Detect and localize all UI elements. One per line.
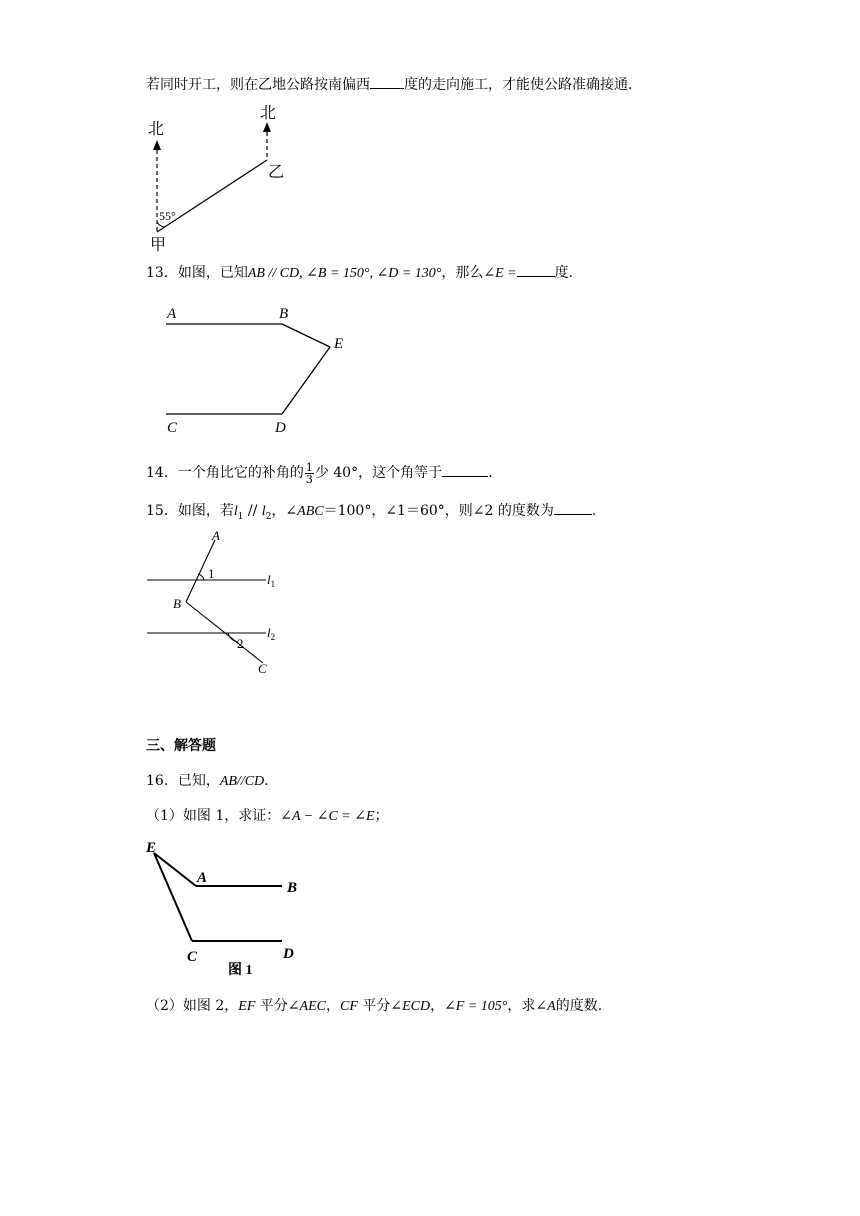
q15-label-l2: $l_2$ [267, 625, 276, 642]
q16-part2-ef: EF [238, 999, 256, 1014]
q16-part2-ecd: ∠ECD [390, 999, 431, 1014]
q15-text-c: ＝100°，∠1＝60°，则∠2 的度数为 [323, 503, 554, 519]
section-title: 三、解答题 [146, 738, 216, 754]
north-label-2: 北 [260, 105, 277, 122]
q12-figure [140, 100, 300, 260]
q16-part2-angle-a: ∠A [535, 999, 556, 1014]
q13-intro: 13．如图，已知 [146, 265, 248, 281]
q16-label-e: E [146, 840, 157, 856]
q13-label-a: A [167, 306, 177, 322]
q16-part2-intro: （2）如图 2， [146, 998, 239, 1014]
q16-part2-cf: CF [340, 999, 358, 1014]
q14-text-a: 14．一个角比它的补角的 [146, 465, 304, 481]
q15-label-b: B [173, 596, 181, 611]
q16-part2-text-d: 平分 [357, 998, 391, 1014]
q13-mid: ，那么 [441, 265, 484, 281]
q16-part1-text: （1）如图 1，求证： [146, 808, 281, 824]
yi-label: 乙 [268, 164, 285, 181]
q13-answer-blank [517, 262, 555, 277]
q12-text-a: 若同时开工，则在乙地公路按南偏西 [146, 77, 370, 93]
q16-figure-caption: 图 1 [228, 963, 253, 978]
q16-part2-angle-f: ∠F = 105° [444, 999, 508, 1014]
q16-head [146, 771, 269, 792]
q15-l2-sub: 2 [265, 511, 272, 522]
q15-answer-blank [554, 500, 592, 515]
q16-part2-text-e: ， [430, 998, 445, 1014]
q15-l1-sub: 1 [237, 511, 244, 522]
q16-label-c: C [187, 949, 198, 965]
q14-fraction [305, 462, 314, 485]
q15-text [146, 500, 596, 527]
q13-condition: AB // CD, ∠B = 150°, ∠D = 130° [247, 266, 442, 281]
q13-label-e: E [334, 336, 344, 352]
q13-label-c: C [167, 420, 178, 436]
q16-part1-tail: ； [374, 808, 389, 824]
q13-label-b: B [279, 306, 289, 322]
q14-fraction-denominator: 3 [305, 472, 313, 486]
q16-label-d: D [283, 946, 294, 962]
q16-part2 [146, 996, 602, 1017]
q12-answer-blank [370, 74, 404, 89]
q16-label-b: B [287, 880, 298, 896]
q16-part1 [146, 806, 389, 827]
q15-tail: . [591, 503, 597, 519]
q15-label-l1: $l_1$ [267, 572, 276, 589]
q16-part2-text-g: ，求 [507, 998, 536, 1014]
q15-l1: l [233, 504, 238, 519]
q15-label-2: 2 [237, 636, 244, 651]
q16-part1-equation: ∠A − ∠C = ∠E [280, 809, 375, 824]
q16-part2-text-b: 平分 [255, 998, 288, 1014]
q16-line-ec [154, 853, 192, 941]
q14-tail: . [488, 465, 493, 481]
q13-figure [160, 302, 360, 438]
angle-label-55: 55° [159, 209, 176, 223]
q16-part2-text-c: ， [326, 998, 340, 1014]
q14-fraction-numerator: 1 [305, 460, 313, 474]
q15-label-a: A [212, 528, 220, 543]
q16-part2-aec: ∠AEC [287, 999, 326, 1014]
q13-line-be [282, 324, 330, 347]
q13-line-ed [282, 347, 330, 414]
north-label-1: 北 [148, 121, 165, 138]
q15-label-1: 1 [208, 566, 215, 581]
q15-label-c: C [258, 661, 267, 676]
q16-condition: AB//CD [219, 774, 265, 789]
q15-l2: l [261, 504, 266, 519]
q13-tail: 度. [554, 265, 574, 281]
q16-head-text: 16．已知， [146, 773, 220, 789]
q16-part2-text-h: 的度数. [555, 998, 603, 1014]
q14-answer-blank [442, 462, 488, 477]
q15-abc: ABC [297, 504, 324, 519]
q15-figure [140, 528, 290, 678]
q15-text-b: ，∠ [271, 503, 298, 519]
q16-head-tail: . [264, 773, 269, 789]
q16-figure-1 [144, 838, 314, 980]
q14-text [146, 459, 493, 487]
q13-ask: ∠E = [483, 266, 517, 281]
q12-text-b: 度的走向施工，才能使公路准确接通. [404, 77, 633, 93]
q12-text [146, 74, 632, 95]
north-arrow-2 [263, 122, 271, 132]
q15-text-a: 15．如图，若 [146, 503, 234, 519]
q16-label-a: A [197, 870, 208, 886]
q14-text-b: 少 40°，这个角等于 [314, 465, 443, 481]
q13-label-d: D [275, 420, 286, 436]
north-arrow-1 [153, 140, 161, 150]
q15-parallel: // [243, 503, 262, 519]
q13-text [146, 262, 573, 284]
jia-label: 甲 [150, 237, 167, 254]
